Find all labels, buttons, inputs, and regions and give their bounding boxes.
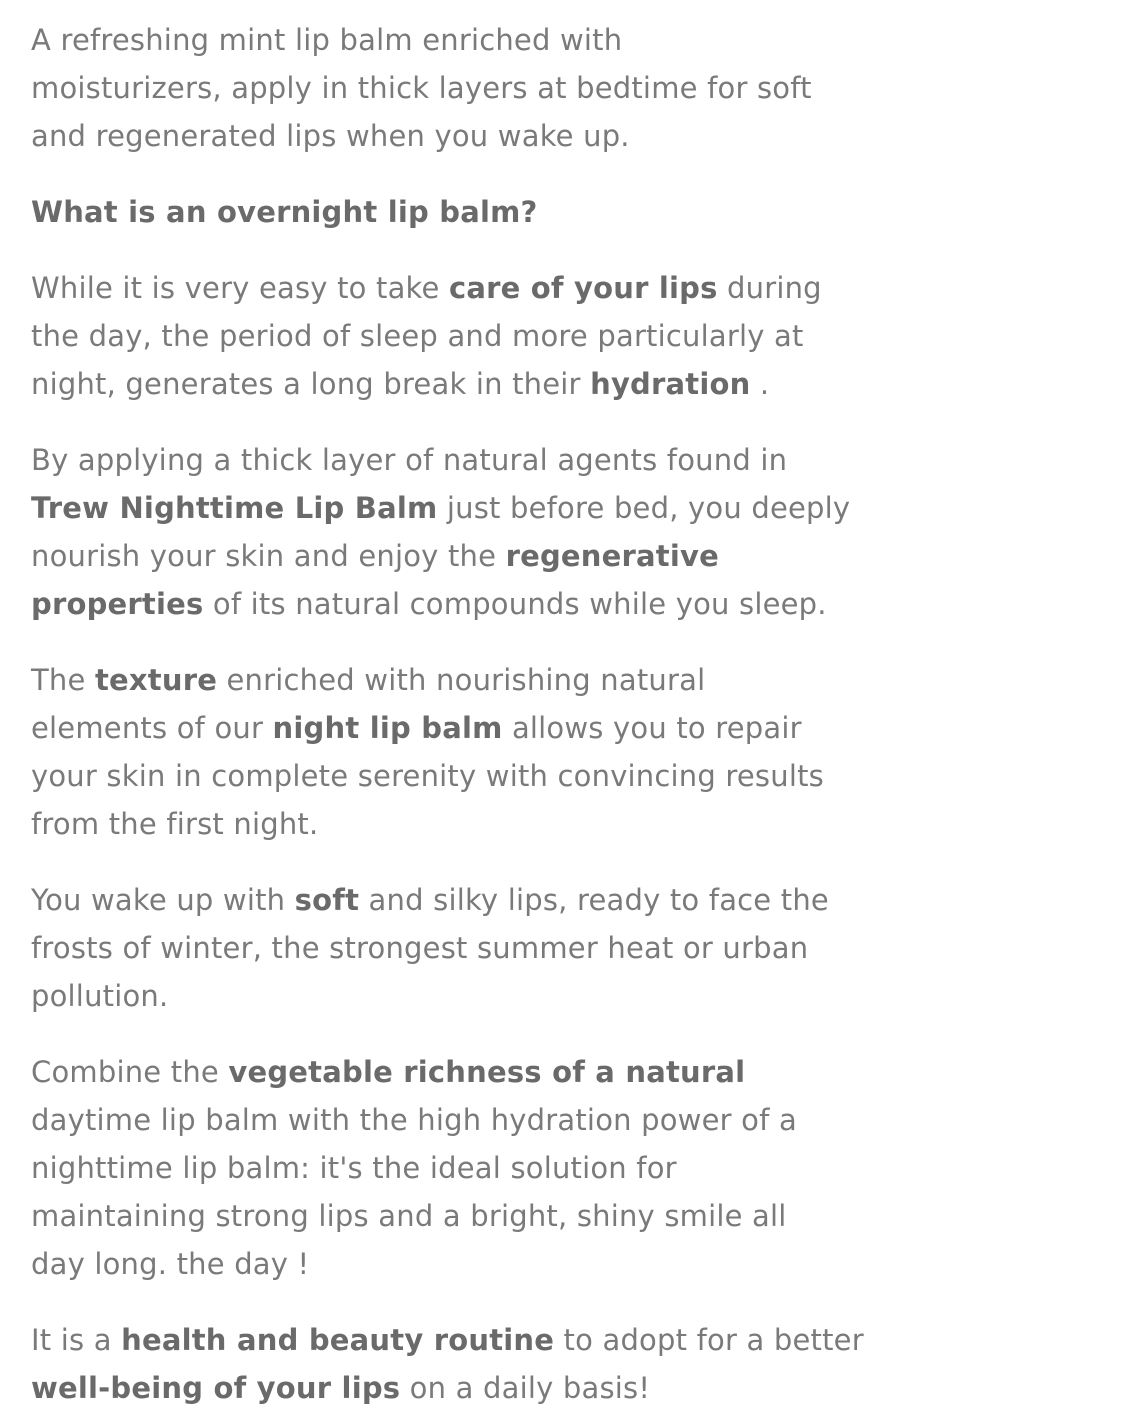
text-run: just before bed, you deeply	[437, 491, 851, 525]
bold-text: Trew Nighttime Lip Balm	[31, 491, 438, 525]
text-line	[31, 264, 901, 312]
intro-line: and regenerated lips when you wake up.	[31, 119, 630, 153]
bold-text: texture	[94, 663, 218, 697]
text-line: from the first night.	[31, 807, 319, 841]
intro-line: moisturizers, apply in thick layers at bedtime for soft	[31, 71, 812, 105]
bold-text: properties	[31, 587, 204, 621]
paragraph-combine	[31, 1048, 901, 1288]
text-line	[31, 1364, 901, 1412]
text-run: allows you to repair	[502, 711, 802, 745]
text-line: nighttime lip balm: it's the ideal solution for	[31, 1151, 677, 1185]
text-run: The	[31, 663, 95, 697]
paragraph-wake-up	[31, 876, 901, 1020]
text-line	[31, 484, 901, 532]
text-run: of its natural compounds while you sleep.	[203, 587, 827, 621]
text-line	[31, 532, 901, 580]
text-line: maintaining strong lips and a bright, shiny smile all	[31, 1199, 787, 1233]
text-run: enriched with nourishing natural	[217, 663, 706, 697]
text-run: during	[717, 271, 822, 305]
bold-text: hydration	[590, 367, 751, 401]
bold-text: regenerative	[505, 539, 719, 573]
bold-text: health and beauty routine	[121, 1323, 555, 1357]
text-line: daytime lip balm with the high hydration power of a	[31, 1103, 797, 1137]
text-line: day long. the day !	[31, 1247, 310, 1281]
text-line	[31, 704, 901, 752]
bold-text: well-being of your lips	[31, 1371, 401, 1405]
paragraph-care	[31, 264, 901, 408]
text-run: elements of our	[31, 711, 273, 745]
text-line	[31, 656, 901, 704]
text-line	[31, 1048, 901, 1096]
text-run: You wake up with	[31, 883, 295, 917]
intro-paragraph	[31, 16, 901, 160]
text-run: and silky lips, ready to face the	[359, 883, 829, 917]
text-line	[31, 580, 901, 628]
text-run: Combine the	[31, 1055, 229, 1089]
section-heading: What is an overnight lip balm?	[31, 195, 538, 229]
paragraph-texture	[31, 656, 901, 848]
text-run: .	[750, 367, 770, 401]
text-line: the day, the period of sleep and more particularly at	[31, 319, 804, 353]
text-run: nourish your skin and enjoy the	[31, 539, 506, 573]
bold-text: night lip balm	[272, 711, 503, 745]
bold-text: care of your lips	[448, 271, 718, 305]
text-run: on a daily basis!	[400, 1371, 651, 1405]
text-run: It is a	[31, 1323, 122, 1357]
text-line: frosts of winter, the strongest summer heat or urban	[31, 931, 809, 965]
text-line	[31, 1316, 901, 1364]
bold-text: soft	[294, 883, 360, 917]
paragraph-applying	[31, 436, 901, 628]
intro-line: A refreshing mint lip balm enriched with	[31, 23, 623, 57]
text-line	[31, 876, 901, 924]
text-line	[31, 360, 901, 408]
paragraph-routine	[31, 1316, 901, 1412]
text-line: your skin in complete serenity with convincing results	[31, 759, 824, 793]
text-run: night, generates a long break in their	[31, 367, 591, 401]
bold-text: vegetable richness of a natural	[228, 1055, 746, 1089]
text-line: By applying a thick layer of natural agents found in	[31, 443, 788, 477]
text-run: to adopt for a better	[554, 1323, 864, 1357]
text-line: pollution.	[31, 979, 169, 1013]
text-run: While it is very easy to take	[31, 271, 449, 305]
